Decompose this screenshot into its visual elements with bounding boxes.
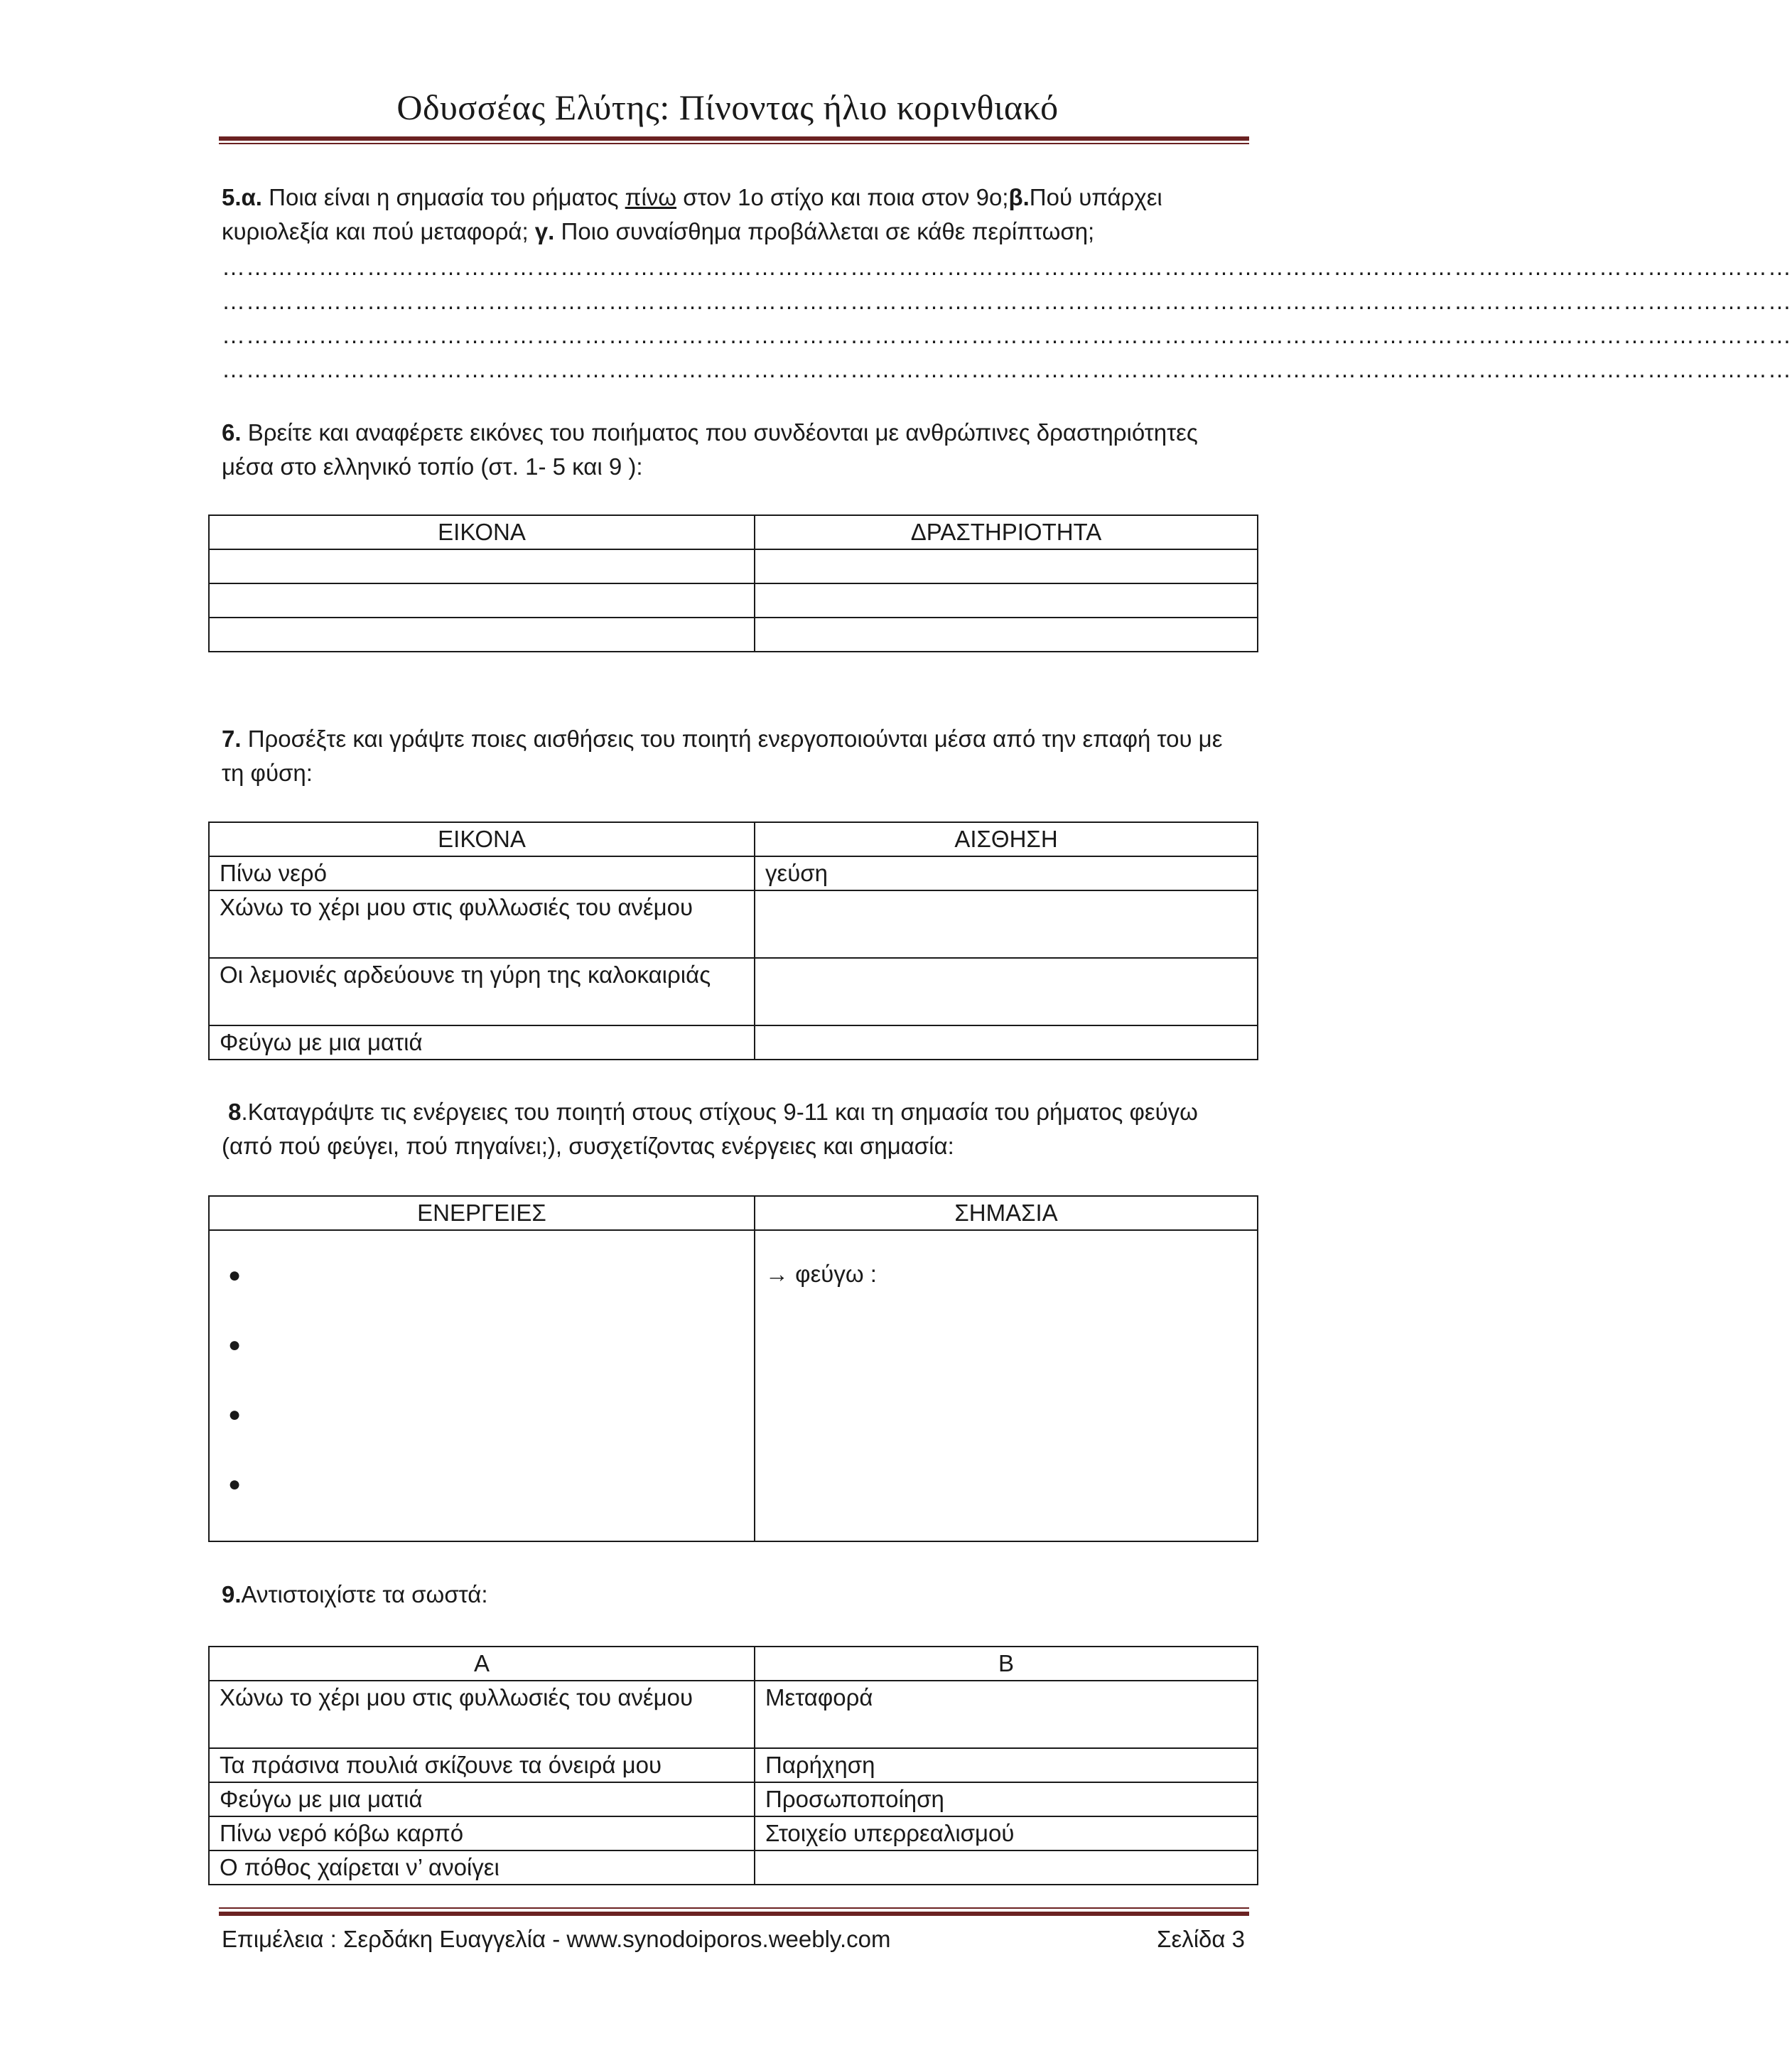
q9-row-b: Προσωποποίηση	[755, 1782, 1258, 1816]
q8-meaning-cell[interactable]	[755, 1230, 1258, 1541]
q9-text: Αντιστοιχίστε τα σωστά:	[241, 1581, 488, 1607]
q7-header-image: ΕΙΚΟΝΑ	[209, 822, 755, 856]
page-number: Σελίδα 3	[1157, 1926, 1245, 1952]
q9-row-b: Στοιχείο υπερρεαλισμού	[755, 1816, 1258, 1850]
list-item[interactable]	[220, 1327, 744, 1397]
answer-line-3[interactable]: ……………………………………………………………………………………………………………………………………………………………………………	[222, 322, 1792, 348]
q8-number: 8	[228, 1099, 242, 1125]
q7-row-image: Πίνω νερό	[209, 856, 755, 890]
q9-row-b: Μεταφορά	[755, 1681, 1258, 1748]
q6-cell[interactable]	[209, 549, 755, 583]
q8-header-meaning: ΣΗΜΑΣΙΑ	[755, 1196, 1258, 1230]
q7-row-image: Χώνω το χέρι μου στις φυλλωσιές του ανέμου	[209, 890, 755, 958]
q6-text: Βρείτε και αναφέρετε εικόνες του ποιήματος που συνδέονται με ανθρώπινες δραστηριότητες μέσα στο ελληνικό τοπίο (στ. 1- 5 και 9 ):	[222, 419, 1198, 480]
q9-row-a: Φεύγω με μια ματιά	[209, 1782, 755, 1816]
question-5	[222, 181, 1245, 249]
bullet-icon: ●	[228, 1403, 242, 1426]
q6-table	[208, 514, 1258, 652]
answer-line-1[interactable]: ……………………………………………………………………………………………………………………………………………………………………………	[222, 254, 1792, 280]
q9-header-a: Α	[209, 1647, 755, 1681]
q6-number: 6.	[222, 419, 242, 446]
bullet-icon: ●	[228, 1472, 242, 1496]
q7-row-sense[interactable]	[755, 958, 1258, 1025]
q9-row-a: Ο πόθος χαίρεται ν’ ανοίγει	[209, 1850, 755, 1885]
bullet-icon: ●	[228, 1333, 242, 1357]
q9-row-a: Χώνω το χέρι μου στις φυλλωσιές του ανέμου	[209, 1681, 755, 1748]
q7-row-sense[interactable]	[755, 1025, 1258, 1060]
page-title: Οδυσσέας Ελύτης: Πίνοντας ήλιο κορινθιακό	[396, 87, 1059, 127]
list-item[interactable]	[220, 1467, 744, 1509]
q8-header-actions: ΕΝΕΡΓΕΙΕΣ	[209, 1196, 755, 1230]
q5-word: πίνω	[625, 184, 677, 210]
q6-cell[interactable]	[755, 549, 1258, 583]
bullet-icon: ●	[228, 1264, 242, 1287]
q6-cell[interactable]	[209, 583, 755, 618]
page-footer	[222, 1922, 1245, 1956]
footer-rule-thick	[219, 1912, 1249, 1916]
q5-text-1: Ποια είναι η σημασία του ρήματος	[261, 184, 625, 210]
q7-number: 7.	[222, 726, 242, 752]
q5-text-3: Πού υπάρχει κυριολεξία και πού μεταφορά;	[222, 184, 1162, 244]
q9-row-b: Παρήχηση	[755, 1748, 1258, 1782]
q7-row-sense[interactable]	[755, 890, 1258, 958]
q9-number: 9.	[222, 1581, 242, 1607]
q5-number: 5.α.	[222, 184, 262, 210]
footer-rule-thin	[219, 1907, 1249, 1909]
header-rule-thick	[219, 136, 1249, 141]
q7-row-image: Οι λεμονιές αρδεύουνε τη γύρη της καλοκαιριάς	[209, 958, 755, 1025]
q6-header-activity: ΔΡΑΣΤΗΡΙΟΤΗΤΑ	[755, 515, 1258, 549]
q7-row-image: Φεύγω με μια ματιά	[209, 1025, 755, 1060]
q9-row-a: Πίνω νερό κόβω καρπό	[209, 1816, 755, 1850]
footer-credit: Επιμέλεια : Σερδάκη Ευαγγελία - www.synodoiporos.weebly.com	[222, 1926, 891, 1952]
q7-text: Προσέξτε και γράψτε ποιες αισθήσεις του ποιητή ενεργοποιούνται μέσα από την επαφή του με τη φύση:	[222, 726, 1223, 786]
q8-text: .Καταγράψτε τις ενέργειες του ποιητή στους στίχους 9-11 και τη σημασία του ρήματος φεύγω (από πού φεύγει, πού πηγαίνει;), συσχετίζοντας ενέργειες και σημασία:	[222, 1099, 1198, 1159]
q7-table	[208, 821, 1258, 1060]
q8-table	[208, 1195, 1258, 1542]
q7-row-sense[interactable]: γεύση	[755, 856, 1258, 890]
q9-header-b: Β	[755, 1647, 1258, 1681]
q5-g-label: γ.	[534, 218, 555, 244]
question-7	[222, 722, 1245, 790]
answer-line-4[interactable]: ……………………………………………………………………………………………………………………………………………………………………………	[222, 356, 1792, 382]
q8-bullet-list	[220, 1258, 744, 1509]
answer-line-2[interactable]: ……………………………………………………………………………………………………………………………………………………………………………	[222, 288, 1792, 314]
question-8	[222, 1095, 1245, 1163]
q5-b-label: β.	[1008, 184, 1030, 210]
q8-actions-cell[interactable]	[209, 1230, 755, 1541]
q6-cell[interactable]	[755, 583, 1258, 618]
q8-meaning-label: → φεύγω :	[765, 1261, 877, 1287]
header-rule-thin	[219, 143, 1249, 144]
question-9	[222, 1578, 1245, 1612]
q7-header-sense: ΑΙΣΘΗΣΗ	[755, 822, 1258, 856]
q6-header-image: ΕΙΚΟΝΑ	[209, 515, 755, 549]
q9-row-b	[755, 1850, 1258, 1885]
q5-text-2: στον 1ο στίχο και ποια στον 9ο;	[676, 184, 1009, 210]
q9-table	[208, 1646, 1258, 1885]
q6-cell[interactable]	[209, 618, 755, 652]
q5-text-4: Ποιο συναίσθημα προβάλλεται σε κάθε περίπτωση;	[554, 218, 1095, 244]
question-6	[222, 416, 1245, 484]
q6-cell[interactable]	[755, 618, 1258, 652]
list-item[interactable]	[220, 1397, 744, 1467]
q9-row-a: Τα πράσινα πουλιά σκίζουνε τα όνειρά μου	[209, 1748, 755, 1782]
list-item[interactable]	[220, 1258, 744, 1327]
